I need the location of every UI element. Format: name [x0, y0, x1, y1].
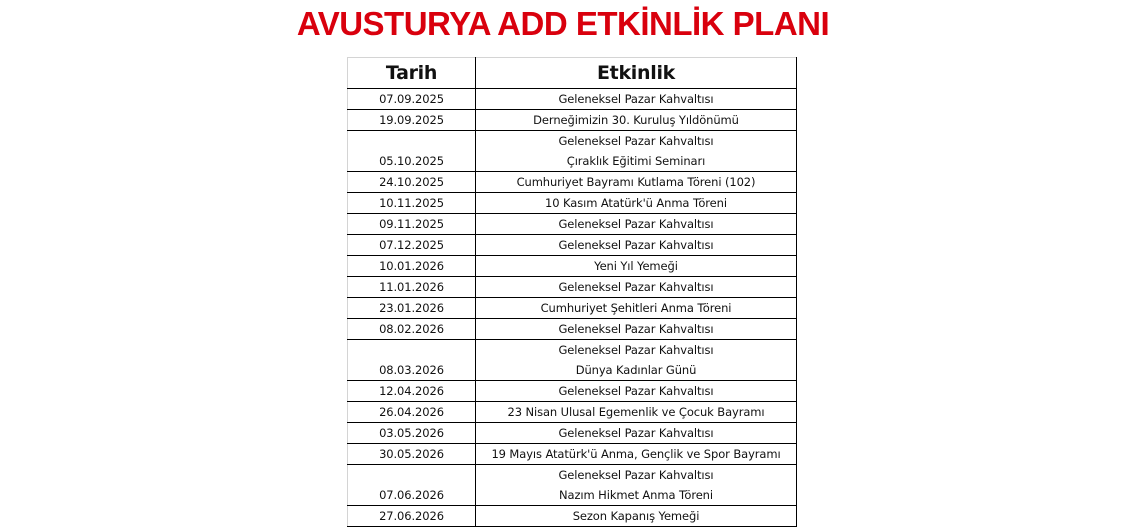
- event-name: Sezon Kapanış Yemeği: [572, 509, 700, 523]
- table-row: [348, 381, 797, 402]
- table-row: [348, 89, 797, 110]
- date-cell: 26.04.2026: [348, 402, 476, 423]
- event-plan-table: [347, 57, 797, 527]
- date-cell: 07.06.2026: [348, 465, 476, 506]
- event-name: Geleneksel Pazar Kahvaltısı: [558, 238, 714, 252]
- event-cell: [476, 277, 797, 298]
- event-cell: [476, 402, 797, 423]
- column-header-event: Etkinlik: [476, 58, 797, 89]
- event-name: 19 Mayıs Atatürk'ü Anma, Gençlik ve Spor Bayramı: [491, 447, 781, 461]
- event-cell: [476, 423, 797, 444]
- event-name: Geleneksel Pazar Kahvaltısı: [558, 134, 714, 148]
- event-cell: [476, 172, 797, 193]
- table-row: [348, 298, 797, 319]
- header-row: [348, 58, 797, 89]
- table-row: [348, 110, 797, 131]
- event-name: Dünya Kadınlar Günü: [575, 363, 697, 377]
- date-cell: 05.10.2025: [348, 131, 476, 172]
- event-name: 23 Nisan Ulusal Egemenlik ve Çocuk Bayramı: [507, 405, 765, 419]
- event-name: Geleneksel Pazar Kahvaltısı: [558, 280, 714, 294]
- date-cell: 11.01.2026: [348, 277, 476, 298]
- table-row: [348, 506, 797, 527]
- table-row: [348, 277, 797, 298]
- table-row: [348, 319, 797, 340]
- event-name: Geleneksel Pazar Kahvaltısı: [558, 468, 714, 482]
- event-cell: [476, 110, 797, 131]
- date-cell: 07.12.2025: [348, 235, 476, 256]
- date-cell: 08.03.2026: [348, 340, 476, 381]
- event-name: Cumhuriyet Şehitleri Anma Töreni: [540, 301, 732, 315]
- date-cell: 10.01.2026: [348, 256, 476, 277]
- event-cell: [476, 381, 797, 402]
- table-row: [348, 340, 797, 381]
- event-cell: [476, 89, 797, 110]
- page-title: AVUSTURYA ADD ETKİNLİK PLANI: [296, 5, 830, 42]
- date-cell: 27.06.2026: [348, 506, 476, 527]
- date-cell: 09.11.2025: [348, 214, 476, 235]
- event-cell: [476, 444, 797, 465]
- date-cell: 10.11.2025: [348, 193, 476, 214]
- event-name: 10 Kasım Atatürk'ü Anma Töreni: [545, 196, 727, 210]
- event-cell: [476, 193, 797, 214]
- table-row: [348, 444, 797, 465]
- event-cell: [476, 465, 797, 506]
- date-cell: 30.05.2026: [348, 444, 476, 465]
- event-name: Çıraklık Eğitimi Seminarı: [566, 154, 706, 168]
- event-name: Geleneksel Pazar Kahvaltısı: [558, 217, 714, 231]
- event-cell: [476, 214, 797, 235]
- event-cell: [476, 256, 797, 277]
- event-cell: [476, 298, 797, 319]
- table-row: [348, 402, 797, 423]
- event-cell: [476, 506, 797, 527]
- table-row: [348, 193, 797, 214]
- table-body: [348, 89, 797, 527]
- date-cell: 08.02.2026: [348, 319, 476, 340]
- event-name: Cumhuriyet Bayramı Kutlama Töreni (102): [516, 175, 756, 189]
- event-name: Derneğimizin 30. Kuruluş Yıldönümü: [533, 113, 739, 127]
- date-cell: 19.09.2025: [348, 110, 476, 131]
- table-row: [348, 131, 797, 172]
- table-row: [348, 423, 797, 444]
- event-cell: [476, 340, 797, 381]
- event-name: Yeni Yıl Yemeği: [594, 259, 678, 273]
- table-row: [348, 235, 797, 256]
- event-name: Geleneksel Pazar Kahvaltısı: [558, 384, 714, 398]
- date-cell: 07.09.2025: [348, 89, 476, 110]
- table-row: [348, 465, 797, 506]
- date-cell: 12.04.2026: [348, 381, 476, 402]
- date-cell: 23.01.2026: [348, 298, 476, 319]
- column-header-date: Tarih: [348, 58, 476, 89]
- event-cell: [476, 235, 797, 256]
- event-cell: [476, 131, 797, 172]
- date-cell: 24.10.2025: [348, 172, 476, 193]
- event-name: Geleneksel Pazar Kahvaltısı: [558, 322, 714, 336]
- event-name: Nazım Hikmet Anma Töreni: [559, 488, 713, 502]
- date-cell: 03.05.2026: [348, 423, 476, 444]
- event-name: Geleneksel Pazar Kahvaltısı: [558, 92, 714, 106]
- event-name: Geleneksel Pazar Kahvaltısı: [558, 343, 714, 357]
- table-row: [348, 214, 797, 235]
- table-row: [348, 256, 797, 277]
- event-cell: [476, 319, 797, 340]
- event-name: Geleneksel Pazar Kahvaltısı: [558, 426, 714, 440]
- table-row: [348, 172, 797, 193]
